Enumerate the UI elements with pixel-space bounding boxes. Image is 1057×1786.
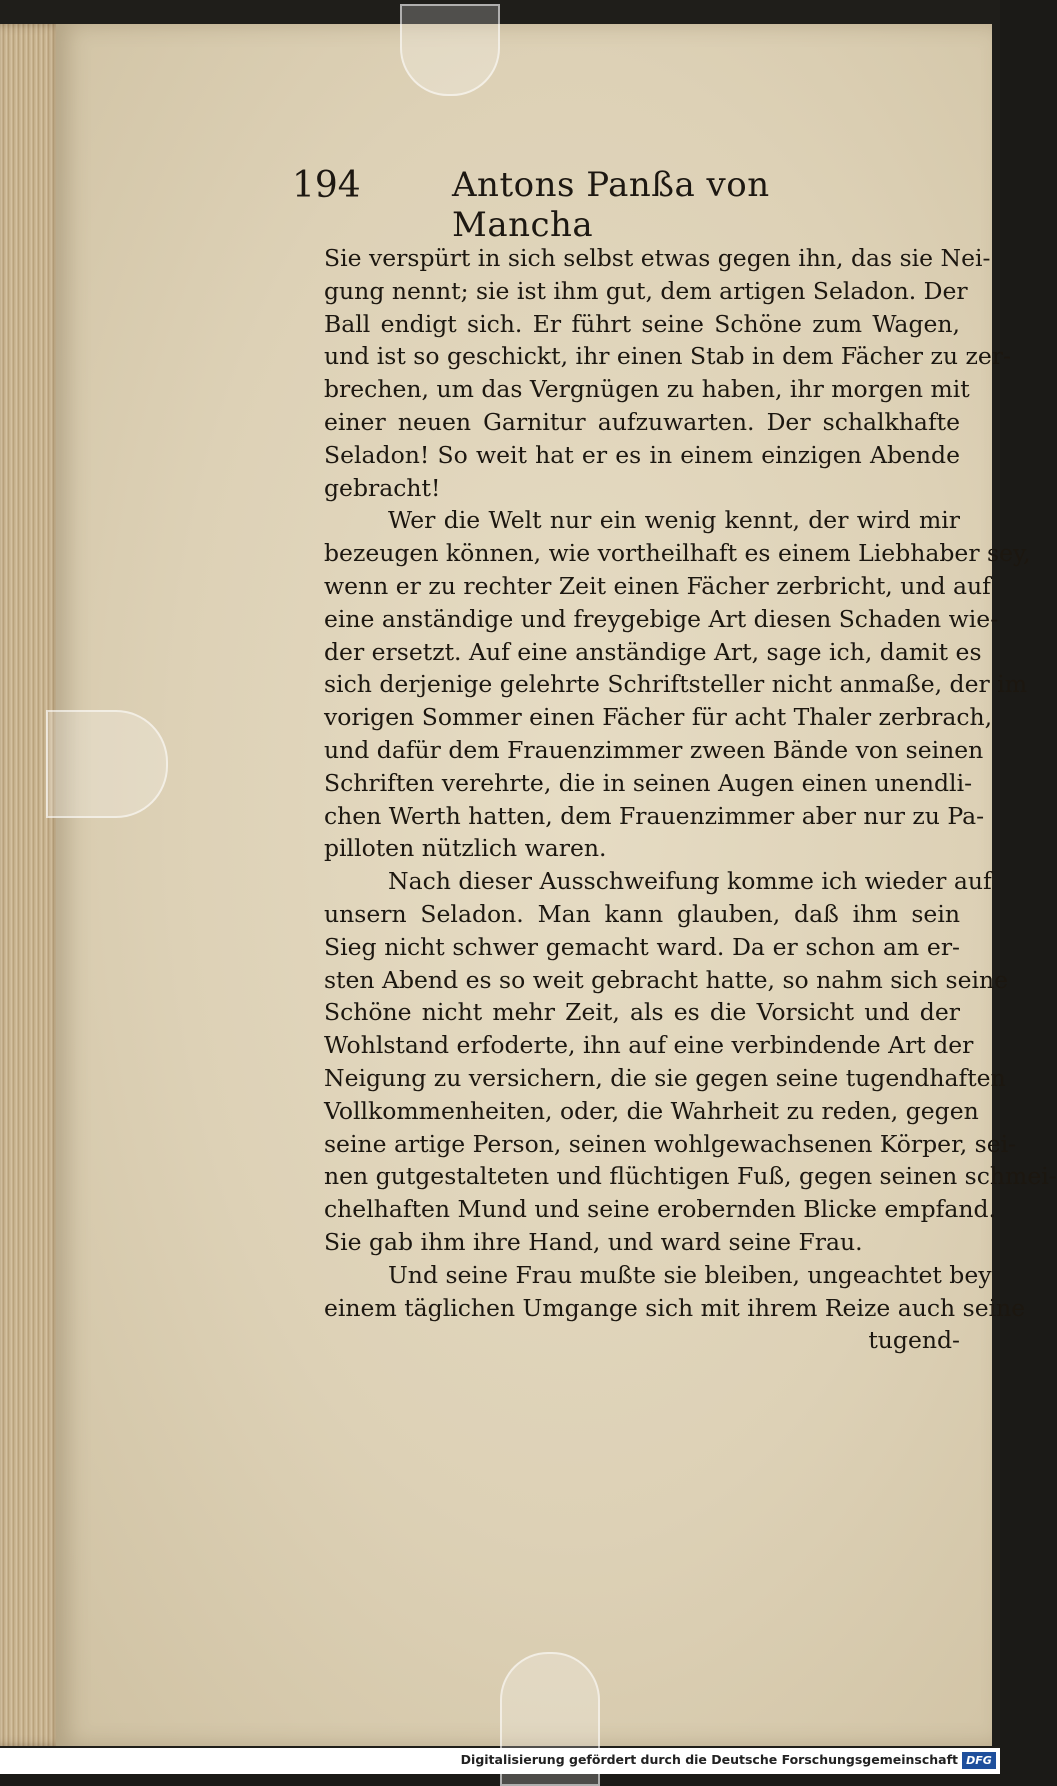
paragraph-start-line: Nach dieser Ausschweifung komme ich wieder auf	[388, 867, 992, 896]
text-line: chen Werth hatten, dem Frauenzimmer aber nur zu Pa-	[324, 801, 985, 830]
text-line: nen gutgestalteten und flüchtigen Fuß, gegen seinen schmei-	[324, 1162, 1057, 1191]
text-line: sten Abend es so weit gebracht hatte, so nahm sich seine	[324, 965, 1009, 994]
text-line: und dafür dem Frauenzimmer zween Bände von seinen	[324, 735, 984, 764]
text-line: Ball endigt sich. Er führt seine Schöne zum Wagen,	[324, 309, 960, 338]
catchword: tugend-	[868, 1326, 960, 1355]
page-clip-left	[46, 710, 168, 818]
text-line: und ist so geschickt, ihr einen Stab in dem Fächer zu zer-	[324, 342, 1011, 371]
text-line: einem täglichen Umgange sich mit ihrem Reize auch seine	[324, 1293, 1026, 1322]
text-line: gebracht!	[324, 473, 441, 502]
text-line: brechen, um das Vergnügen zu haben, ihr morgen mit	[324, 375, 970, 404]
text-line: der ersetzt. Auf eine anständige Art, sage ich, damit es	[324, 637, 982, 666]
book-page-edges	[0, 24, 64, 1746]
text-line: bezeugen können, wie vortheilhaft es einem Liebhaber sey,	[324, 539, 1031, 568]
text-line: Sie gab ihm ihre Hand, und ward seine Frau.	[324, 1227, 863, 1256]
text-line: Neigung zu versichern, die sie gegen seine tugendhaften	[324, 1063, 1006, 1092]
page-header	[292, 165, 892, 245]
text-line: wenn er zu rechter Zeit einen Fächer zerbricht, und auf	[324, 571, 991, 600]
text-line: Sie verspürt in sich selbst etwas gegen ihn, das sie Nei-	[324, 244, 991, 272]
paragraph-start-line: Wer die Welt nur ein wenig kennt, der wird mir	[388, 506, 960, 535]
funding-credit: Digitalisierung gefördert durch die Deutsche Forschungsgemeinschaft	[460, 1752, 958, 1767]
dfg-logo: DFG	[962, 1752, 996, 1769]
text-line: gung nennt; sie ist ihm gut, dem artigen Seladon. Der	[324, 276, 968, 305]
text-line: vorigen Sommer einen Fächer für acht Thaler zerbrach,	[324, 703, 993, 732]
text-line: seine artige Person, seinen wohlgewachsenen Körper, sei-	[324, 1129, 1017, 1158]
text-line: unsern Seladon. Man kann glauben, daß ihm sein	[324, 899, 960, 928]
text-line: Schriften verehrte, die in seinen Augen einen unendli-	[324, 768, 973, 797]
text-line: Seladon! So weit hat er es in einem einzigen Abende	[324, 440, 960, 469]
page-clip-top	[400, 4, 500, 96]
digitization-footer	[0, 1748, 1000, 1774]
text-line: Wohlstand erfoderte, ihn auf eine verbindende Art der	[324, 1031, 974, 1060]
text-line: eine anständige und freygebige Art diesen Schaden wie-	[324, 604, 999, 633]
text-line: einer neuen Garnitur aufzuwarten. Der schalkhafte	[324, 407, 960, 436]
text-line: sich derjenige gelehrte Schriftsteller nicht anmaße, der im	[324, 670, 1027, 699]
paragraph-start-line: Und seine Frau mußte sie bleiben, ungeachtet bey	[388, 1260, 992, 1289]
text-line: Schöne nicht mehr Zeit, als es die Vorsicht und der	[324, 998, 960, 1027]
text-line: Sieg nicht schwer gemacht ward. Da er schon am er-	[324, 932, 960, 961]
page-number: 194	[292, 165, 361, 206]
text-line: Vollkommenheiten, oder, die Wahrheit zu reden, gegen	[324, 1096, 979, 1125]
body-text	[324, 242, 1057, 1357]
running-title: Antons Panßa von Mancha	[452, 165, 770, 245]
text-line: pilloten nützlich waren.	[324, 834, 607, 863]
text-line: chelhaften Mund und seine erobernden Blicke empfand.	[324, 1195, 996, 1224]
